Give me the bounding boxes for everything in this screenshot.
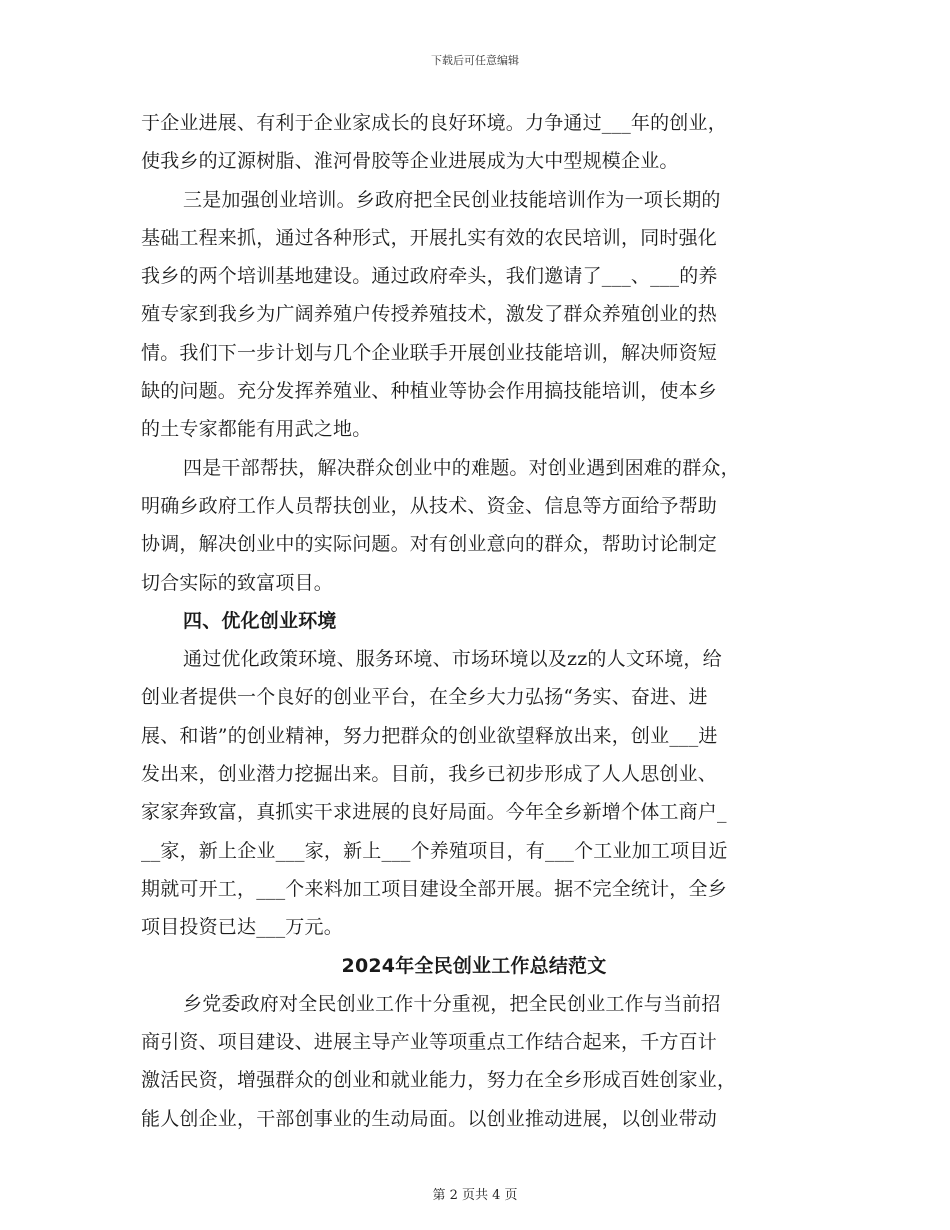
text-line: 家家奔致富，真抓实干求进展的良好局面。今年全乡新增个体工商户_ — [141, 801, 727, 824]
text-line: 切合实际的致富项目。 — [141, 571, 334, 594]
text-line: 明确乡政府工作人员帮扶创业，从技术、资金、信息等方面给予帮助 — [141, 494, 718, 517]
text-line: 能人创企业，干部创事业的生动局面。以创业推动进展，以创业带动 — [141, 1107, 718, 1130]
text-line: 使我乡的辽源树脂、淮河骨胶等企业进展成为大中型规模企业。 — [141, 150, 679, 173]
text-line: 的土专家都能有用武之地。 — [141, 418, 372, 441]
text-line: __家，新上企业___家，新上___个养殖项目，有___个工业加工项目近 — [141, 839, 728, 862]
text-line: 通过优化政策环境、服务环境、市场环境以及zz的人文环境，给 — [183, 648, 722, 671]
text-line: 发出来，创业潜力挖掘出来。目前，我乡已初步形成了人人思创业、 — [141, 763, 718, 786]
text-line: 协调，解决创业中的实际问题。对有创业意向的群众，帮助讨论制定 — [141, 533, 718, 556]
text-line: 基础工程来抓，通过各种形式，开展扎实有效的农民培训，同时强化 — [141, 226, 718, 249]
document-body — [141, 104, 807, 1138]
text-line: 创业者提供一个良好的创业平台，在全乡大力弘扬“务实、奋进、进 — [141, 686, 708, 709]
text-line: 商引资、项目建设、进展主导产业等项重点工作结合起来，千方百计 — [141, 1031, 718, 1054]
text-line: 我乡的两个培训基地建设。通过政府牵头，我们邀请了___、___的养 — [141, 265, 718, 288]
text-line: 期就可开工，___个来料加工项目建设全部开展。据不完全统计，全乡 — [141, 877, 727, 900]
text-line: 四是干部帮扶，解决群众创业中的难题。对创业遇到困难的群众， — [183, 456, 740, 479]
text-line: 于企业进展、有利于企业家成长的良好环境。力争通过___年的创业， — [141, 112, 727, 134]
section-heading: 四、优化创业环境 — [183, 609, 337, 632]
document-title: 2024年全民创业工作总结范文 — [341, 954, 607, 977]
text-line: 缺的问题。充分发挥养殖业、种植业等协会作用搞技能培训，使本乡 — [141, 380, 718, 403]
page-header: 下载后可任意编辑 — [431, 54, 519, 67]
page-footer: 第 2 页共 4 页 — [432, 1188, 518, 1203]
text-line: 乡党委政府对全民创业工作十分重视，把全民创业工作与当前招 — [183, 992, 721, 1015]
text-line: 殖专家到我乡为广阔养殖户传授养殖技术，激发了群众养殖创业的热 — [141, 303, 718, 326]
text-line: 激活民资，增强群众的创业和就业能力，努力在全乡形成百姓创家业， — [141, 1069, 737, 1092]
text-line: 展、和谐”的创业精神，努力把群众的创业欲望释放出来，创业___进 — [141, 724, 718, 747]
text-line: 三是加强创业培训。乡政府把全民创业技能培训作为一项长期的 — [183, 188, 721, 211]
text-line: 情。我们下一步计划与几个企业联手开展创业技能培训，解决师资短 — [141, 341, 718, 364]
text-line: 项目投资已达___万元。 — [141, 916, 343, 939]
